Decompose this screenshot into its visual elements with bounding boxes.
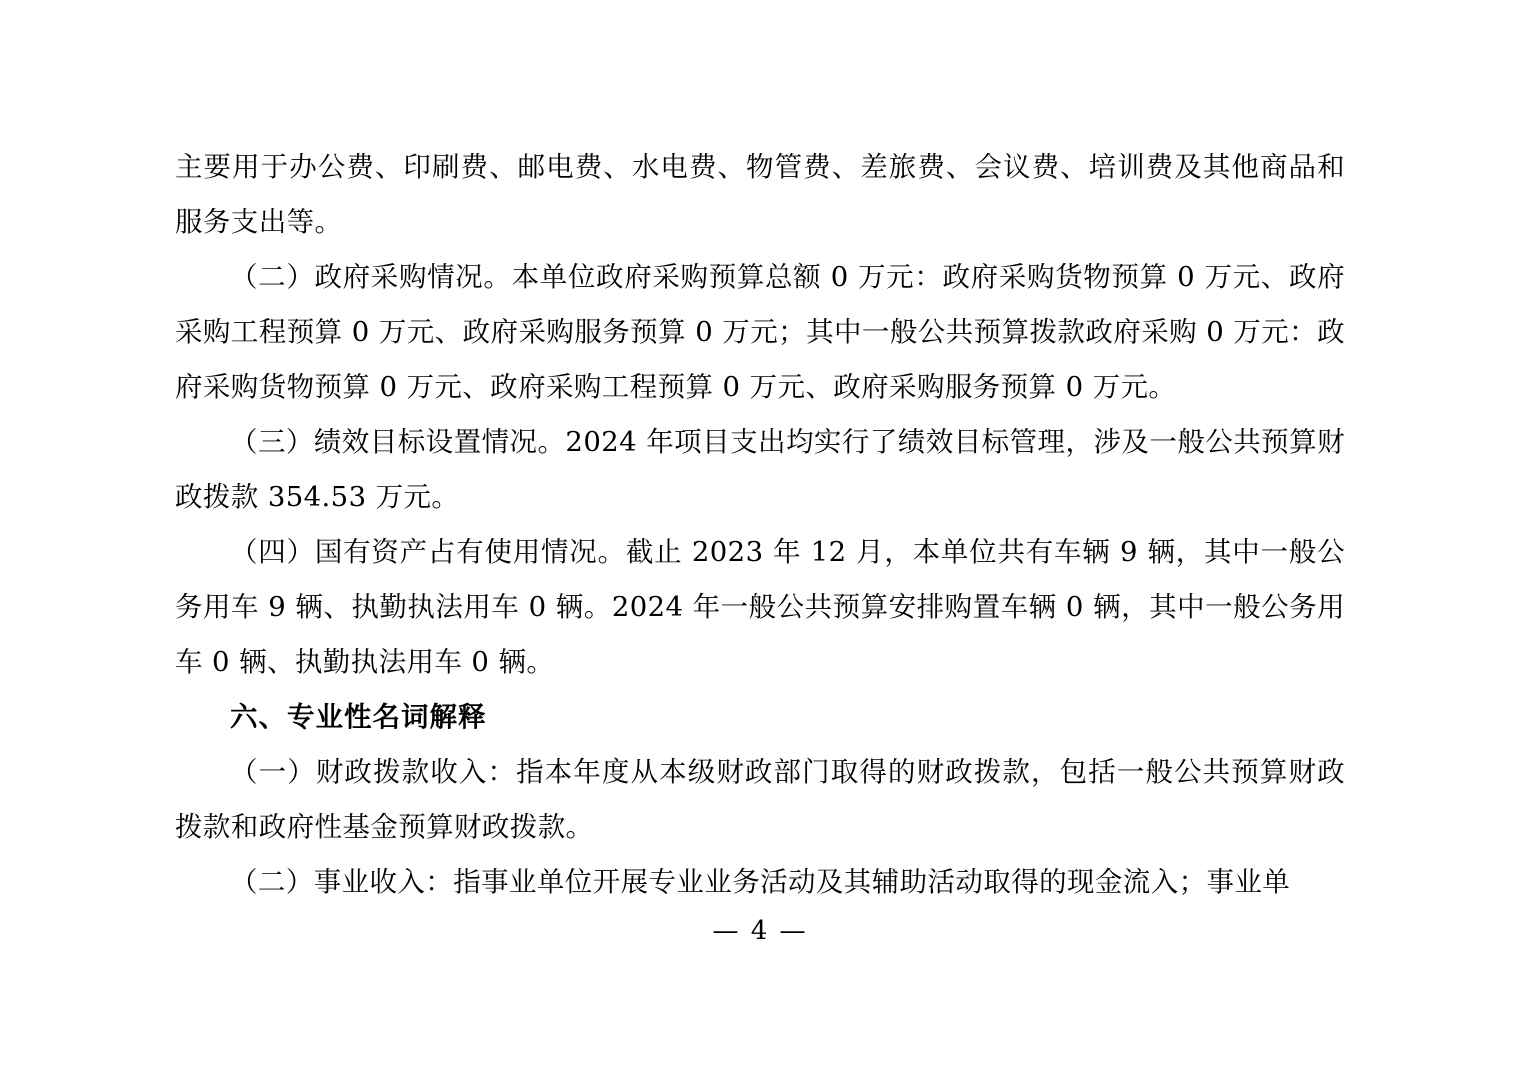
section-heading-terminology: 六、专业性名词解释 xyxy=(230,701,487,733)
paragraph-continued: 主要用于办公费、印刷费、邮电费、水电费、物管费、差旅费、会议费、培训费及其他商品和服务支出等。 xyxy=(175,151,1345,238)
document-body xyxy=(175,140,1345,910)
paragraph-definition-fiscal-appropriation: （一）财政拨款收入：指本年度从本级财政部门取得的财政拨款，包括一般公共预算财政拨款和政府性基金预算财政拨款。 xyxy=(175,756,1345,843)
paragraph-definition-business-income: （二）事业收入：指事业单位开展专业业务活动及其辅助活动取得的现金流入；事业单 xyxy=(230,866,1291,898)
paragraph-government-procurement: （二）政府采购情况。本单位政府采购预算总额 0 万元：政府采购货物预算 0 万元、政府采购工程预算 0 万元、政府采购服务预算 0 万元；其中一般公共预算拨款政府采购 0 万元：政府采购货物预算 0 万元、政府采购工程预算 0 万元、政府采购服务预算 0 万元。 xyxy=(175,261,1345,403)
paragraph-state-assets: （四）国有资产占有使用情况。截止 2023 年 12 月，本单位共有车辆 9 辆，其中一般公务用车 9 辆、执勤执法用车 0 辆。2024 年一般公共预算安排购置车辆 0 辆，其中一般公务用车 0 辆、执勤执法用车 0 辆。 xyxy=(175,536,1345,678)
paragraph-performance-target: （三）绩效目标设置情况。2024 年项目支出均实行了绩效目标管理，涉及一般公共预算财政拨款 354.53 万元。 xyxy=(175,426,1345,513)
page-number: — 4 — xyxy=(712,916,808,946)
